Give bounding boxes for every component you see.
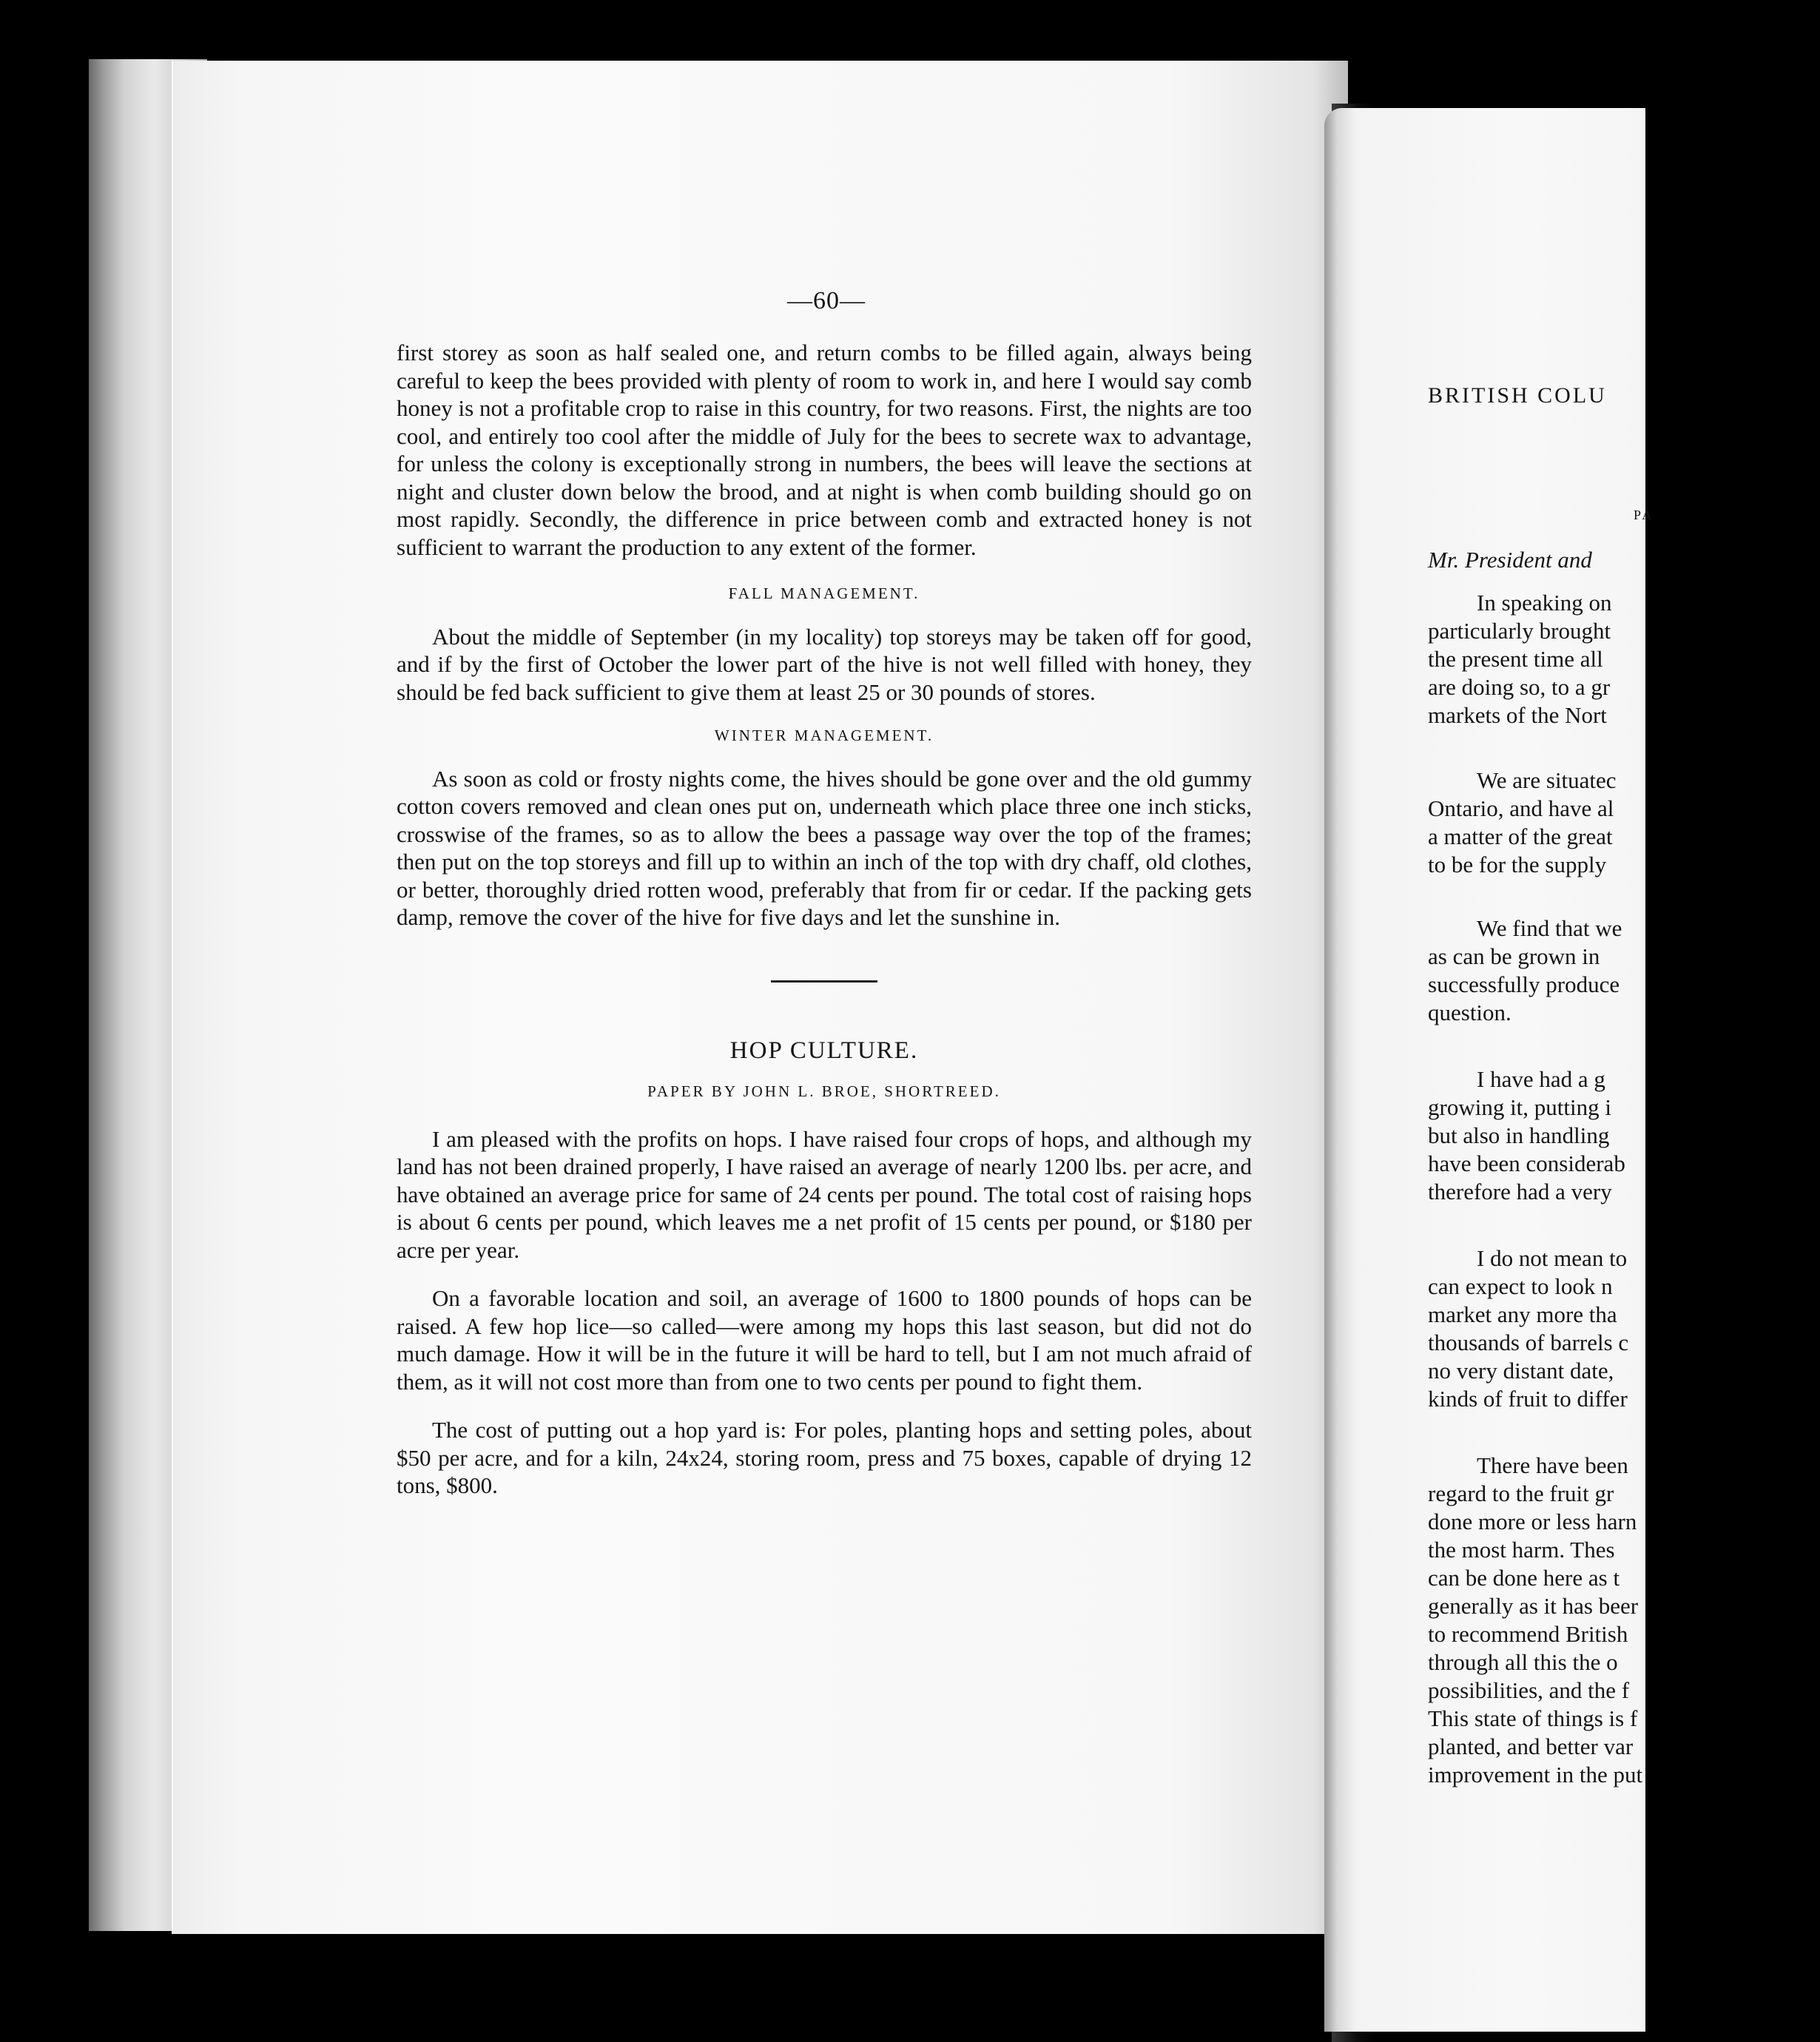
right-line: improvement in the put <box>1428 1762 1643 1787</box>
right-subtitle: PA <box>1634 508 1654 522</box>
hop-paragraph-3: The cost of putting out a hop yard is: For poles, planting hops and setting poles, about $50 per acre, and for a kiln, 24x24, storing room, press and 75 boxes, capable of drying 12 tons, $800. <box>397 1417 1252 1498</box>
right-line: planted, and better var <box>1428 1733 1634 1759</box>
right-line: to be for the supply <box>1428 852 1607 877</box>
right-line: particularly brought <box>1428 618 1611 644</box>
opening-paragraph: first storey as soon as half sealed one, and return combs to be filled again, always being careful to keep the bees provided with plenty of room to work in, and here I would say comb honey is not a profitable crop to raise in this country, for two reasons. First, the nights are too cool, and entirely too cool after the middle of July for the bees to secrete wax to advantage, for unless the colony is exceptionally strong in numbers, the bees will leave the sections at night and cluster down below the brood, and at night is when comb building should go on most rapidly. Secondly, the difference in price between comb and extracted honey is not sufficient to warrant the production to any extent of the former. <box>397 340 1252 560</box>
right-line: There have been <box>1477 1452 1628 1478</box>
winter-management-heading: WINTER MANAGEMENT. <box>714 727 934 744</box>
right-line: We find that we <box>1477 915 1622 941</box>
right-line: no very distant date, <box>1428 1358 1614 1384</box>
right-line: successfully produce <box>1428 971 1620 997</box>
right-title: BRITISH COLU <box>1428 383 1607 408</box>
right-line: done more or less harn <box>1428 1509 1637 1534</box>
right-line: I have had a g <box>1477 1066 1605 1092</box>
right-line: the present time all <box>1428 646 1603 672</box>
right-line: In speaking on <box>1477 590 1612 616</box>
page-number: —60— <box>787 287 866 314</box>
fall-management-paragraph: About the middle of September (in my locality) top storeys may be taken off for good, and if by the first of October the lower part of the hive is not well filled with honey, they should be fed back sufficient to give them at least 25 or 30 pounds of stores. <box>397 623 1252 705</box>
right-line: can be done here as t <box>1428 1565 1620 1591</box>
right-line: have been considerab <box>1428 1150 1625 1176</box>
right-line: a matter of the great <box>1428 823 1613 849</box>
winter-management-paragraph: As soon as cold or frosty nights come, the hives should be gone over and the old gummy cotton covers removed and clean ones put on, underneath which place three one inch sticks, crosswise of the frames, so as to allow the bees a passage way over the top of the frames; then put on the top storeys and fill up to within an inch of the top with dry chaff, old clothes, or better, thoroughly dried rotten wood, preferably that from fir or cedar. If the packing gets damp, remove the cover of the hive for five days and let the sunshine in. <box>397 765 1252 930</box>
right-line: therefore had a very <box>1428 1179 1612 1204</box>
right-line: to recommend British <box>1428 1621 1628 1647</box>
right-line: regard to the fruit gr <box>1428 1480 1614 1506</box>
right-line: growing it, putting i <box>1428 1094 1611 1120</box>
right-line: possibilities, and the f <box>1428 1677 1630 1703</box>
left-page-text <box>397 287 1252 1500</box>
right-line: through all this the o <box>1428 1649 1618 1675</box>
right-line: We are situatec <box>1477 767 1617 793</box>
right-line: Ontario, and have al <box>1428 795 1614 821</box>
right-line: kinds of fruit to differ <box>1428 1386 1628 1412</box>
right-line: This state of things is f <box>1428 1705 1638 1731</box>
right-line: generally as it has beer <box>1428 1593 1639 1619</box>
right-line: I do not mean to <box>1477 1245 1628 1271</box>
right-line: as can be grown in <box>1428 943 1600 969</box>
right-line: market any more tha <box>1428 1301 1617 1327</box>
hop-paragraph-2: On a favorable location and soil, an average of 1600 to 1800 pounds of hops can be raised. A few hop lice—so called—were among my hops this last season, but did not do much damage. How it will be in the future it will be hard to tell, but I am not much afraid of them, as it will not cost more than from one to two cents per pound to fight them. <box>397 1285 1252 1395</box>
right-line: can expect to look n <box>1428 1273 1613 1299</box>
right-line: are doing so, to a gr <box>1428 674 1611 700</box>
hop-culture-byline: PAPER BY JOHN L. BROE, SHORTREED. <box>647 1082 1001 1100</box>
right-line: question. <box>1428 1000 1511 1025</box>
right-line: thousands of barrels c <box>1428 1330 1629 1355</box>
right-salutation: Mr. President and <box>1428 547 1592 573</box>
fall-management-heading: FALL MANAGEMENT. <box>728 584 920 602</box>
right-line: but also in handling <box>1428 1122 1610 1148</box>
hop-paragraph-1: I am pleased with the profits on hops. I have raised four crops of hops, and although my land has not been drained properly, I have raised an average of nearly 1200 lbs. per acre, and have obtained an average price for same of 24 cents per pound. The total cost of raising hops is about 6 cents per pound, which leaves me a net profit of 15 cents per pound, or $180 per acre per year. <box>397 1125 1252 1263</box>
hop-culture-title: HOP CULTURE. <box>729 1037 919 1064</box>
right-line: markets of the Nort <box>1428 702 1607 728</box>
right-line: the most harm. Thes <box>1428 1537 1615 1563</box>
